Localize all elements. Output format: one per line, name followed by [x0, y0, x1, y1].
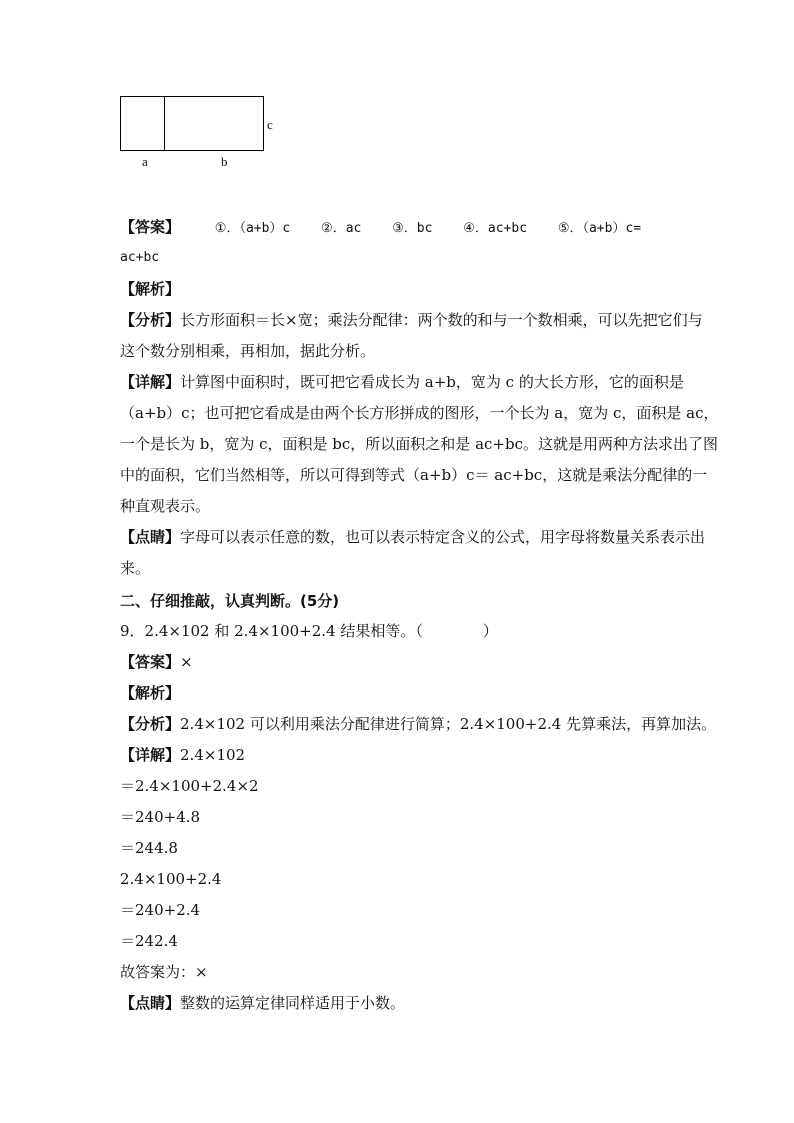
section-title: 二、仔细推敲，认真判断。(5分) — [120, 592, 340, 610]
q9-step-3: ＝240+4.8 — [120, 808, 201, 826]
q8-fenxi-line1 — [120, 310, 703, 330]
q9-step-4: ＝244.8 — [120, 839, 178, 857]
label-a: a — [142, 154, 148, 169]
q8-xiangjie-line3: 一个是长为 b，宽为 c，面积是 bc，所以面积之和是 ac+bc。这就是用两种方法求出了图 — [120, 435, 718, 453]
rectangle-figure — [120, 96, 290, 176]
q8-dianjing-line2: 来。 — [120, 559, 151, 577]
q9-xiangjie-line — [120, 745, 245, 765]
xiangjie-tag: 【详解】 — [120, 746, 181, 764]
q9-fenxi-line — [120, 714, 716, 734]
fenxi-tag: 【分析】 — [120, 715, 181, 733]
q9-dianjing-line — [120, 993, 405, 1013]
dianjing-tag: 【点睛】 — [120, 528, 181, 546]
q8-xiangjie-line1 — [120, 372, 684, 392]
q9-jiexi-tag: 【解析】 — [120, 684, 181, 702]
label-c: c — [267, 117, 273, 132]
xiangjie-tag: 【详解】 — [120, 373, 181, 391]
dianjing-tag: 【点睛】 — [120, 994, 181, 1012]
q8-xiangjie-line4: 中的面积，它们当然相等，所以可得到等式（a+b）c＝ ac+bc，这就是乘法分配律的一 — [120, 466, 708, 484]
q9-step-1: 2.4×102 — [180, 746, 246, 764]
q9-answer-row — [120, 652, 193, 672]
answer-4: ④．ac+bc — [463, 221, 528, 236]
q8-xiangjie-line5: 种直观表示。 — [120, 497, 211, 515]
q8-answer-row — [120, 217, 641, 239]
answer-3: ③．bc — [392, 221, 433, 236]
q9-fenxi-text: 2.4×102 可以利用乘法分配律进行简算；2.4×100+2.4 先算乘法，再算加法。 — [180, 715, 717, 733]
answer-tag: 【答案】 — [120, 653, 181, 671]
q8-xiangjie-line2: （a+b）c；也可把它看成是由两个长方形拼成的图形，一个长为 a，宽为 c，面积是 ac， — [120, 404, 719, 422]
q9-answer: × — [180, 653, 193, 671]
fenxi-text-1: 长方形面积＝长×宽；乘法分配律：两个数的和与一个数相乘，可以先把它们与 — [180, 311, 703, 329]
q9-step-5: 2.4×100+2.4 — [120, 870, 222, 888]
q9-question: 9．2.4×102 和 2.4×100+2.4 结果相等。（ ） — [120, 622, 498, 640]
q8-answer-cont: ac+bc — [120, 250, 160, 265]
answer-tag: 【答案】 — [120, 218, 181, 236]
rectangle-a — [120, 96, 165, 151]
q9-step-2: ＝2.4×100+2.4×2 — [120, 777, 259, 795]
dianjing-text-1: 字母可以表示任意的数，也可以表示特定含义的公式，用字母将数量关系表示出 — [180, 528, 706, 546]
q8-fenxi-line2: 这个数分别相乘，再相加，据此分析。 — [120, 342, 376, 360]
answer-1: ①．（a+b）c — [214, 221, 291, 236]
q8-dianjing-line1 — [120, 527, 705, 547]
q9-conclusion: 故答案为：× — [120, 963, 208, 981]
fenxi-tag: 【分析】 — [120, 311, 181, 329]
q9-dianjing-text: 整数的运算定律同样适用于小数。 — [180, 994, 406, 1012]
answer-5: ⑤．（a+b）c= — [557, 221, 642, 236]
q8-jiexi-tag: 【解析】 — [120, 280, 181, 298]
label-b: b — [221, 154, 228, 169]
q9-step-6: ＝240+2.4 — [120, 901, 201, 919]
answer-2: ②．ac — [321, 221, 362, 236]
q9-step-7: ＝242.4 — [120, 932, 178, 950]
rectangle-b — [164, 96, 264, 151]
xiangjie-text-1: 计算图中面积时，既可把它看成长为 a+b，宽为 c 的大长方形，它的面积是 — [180, 373, 684, 391]
